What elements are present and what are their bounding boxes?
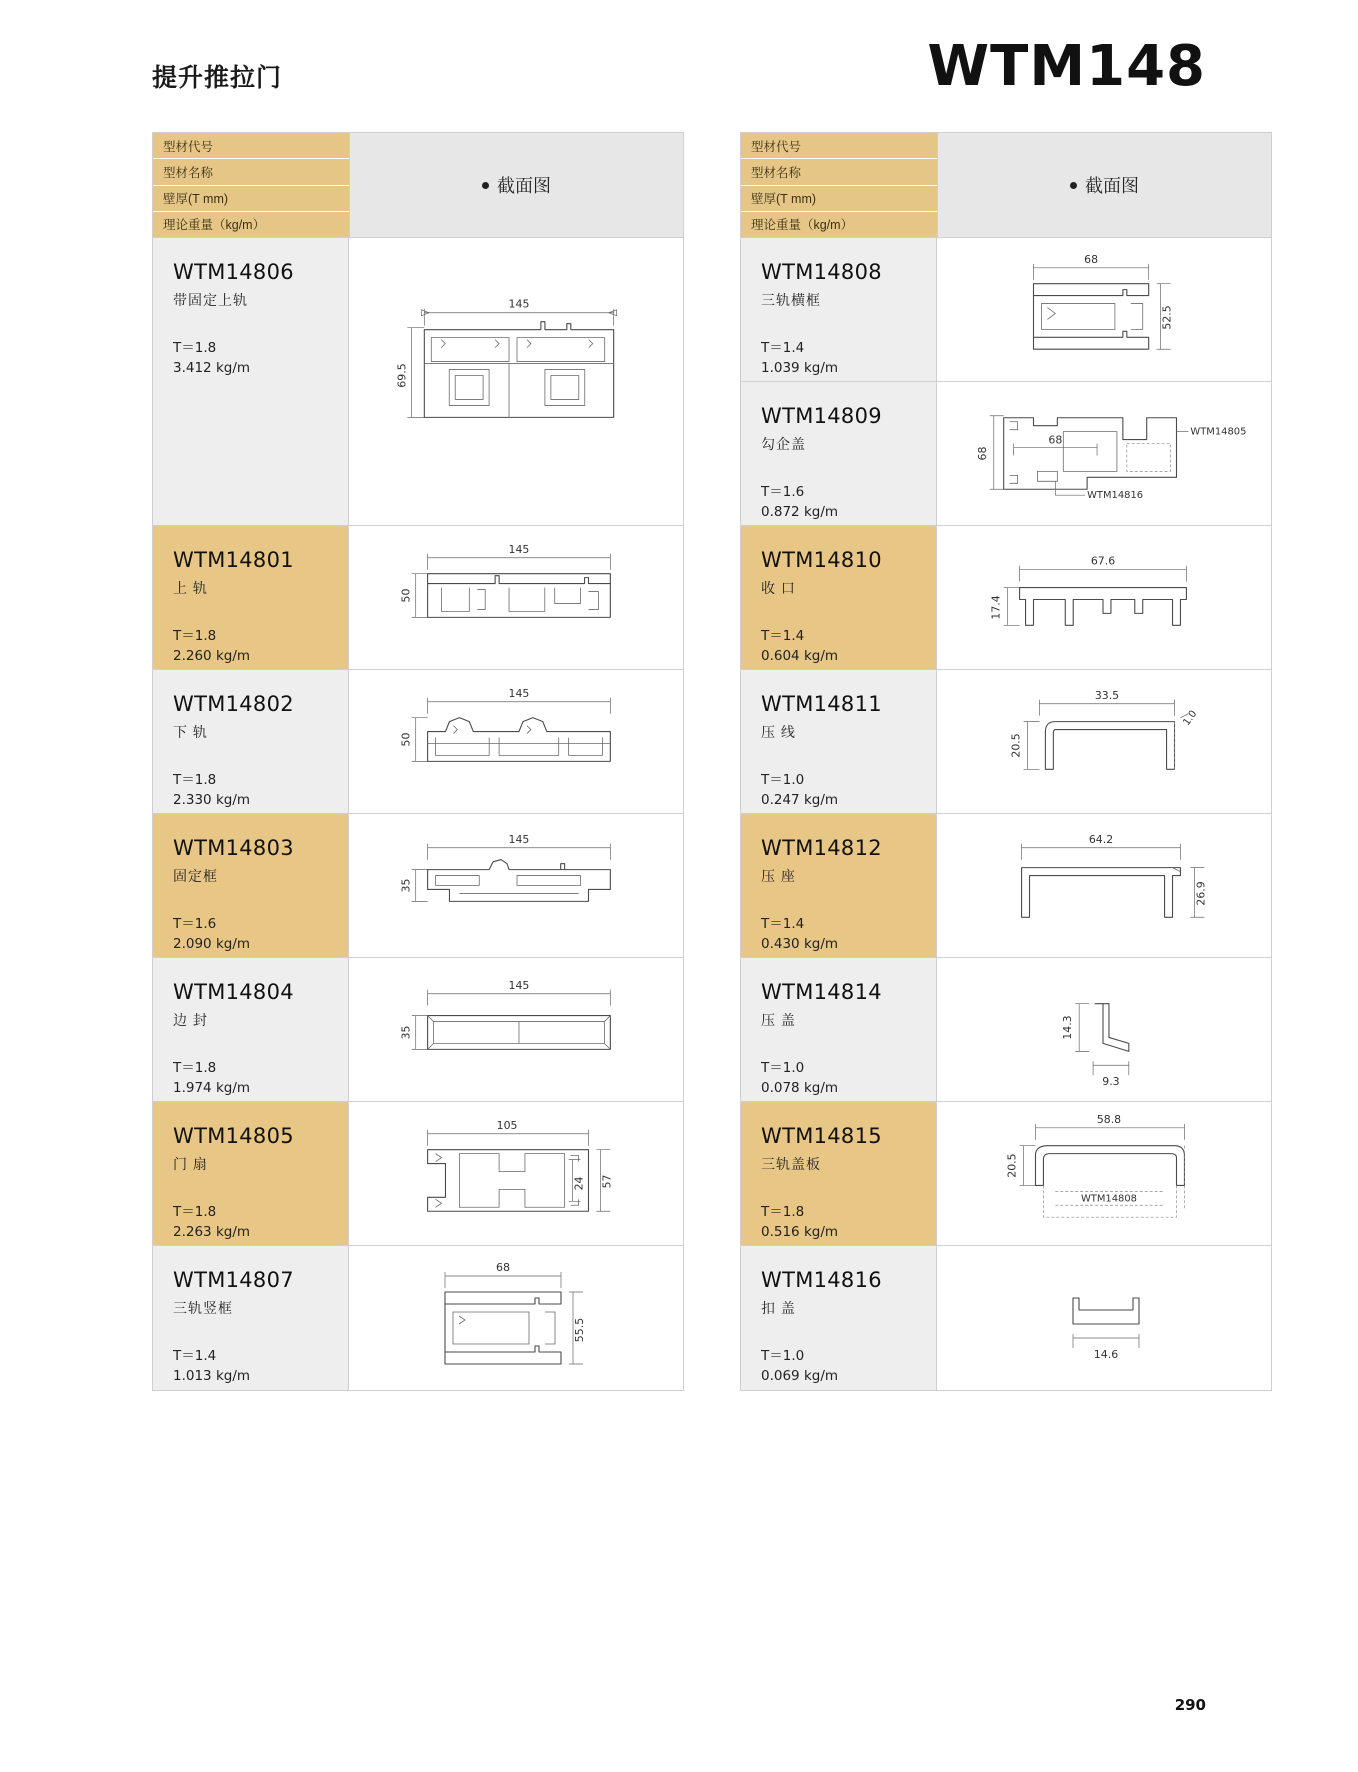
profile-figure xyxy=(349,958,683,1101)
profile-name: 三轨横框 xyxy=(761,292,821,309)
profile-thickness: T＝1.6 xyxy=(173,916,217,933)
right-column xyxy=(740,132,1272,1391)
dim-height: 35 xyxy=(399,1025,413,1040)
profile-thickness: T＝1.8 xyxy=(173,772,217,789)
profile-weight: 0.872 kg/m xyxy=(761,504,839,521)
table-row xyxy=(153,1246,683,1390)
profile-thickness: T＝1.0 xyxy=(761,1348,805,1365)
table-row xyxy=(153,814,683,958)
profile-thickness: T＝1.4 xyxy=(761,916,805,933)
legend-figure-label: 截面图 xyxy=(1085,176,1139,196)
profile-code: WTM14806 xyxy=(173,260,294,284)
dim-width: 14.6 xyxy=(1093,1348,1119,1361)
profile-name: 上 轨 xyxy=(173,580,208,597)
dim-height: 69.5 xyxy=(395,363,409,388)
legend-figure-label: 截面图 xyxy=(497,176,551,196)
page-number: 290 xyxy=(1174,1696,1206,1714)
dim-width: 145 xyxy=(508,297,530,311)
profile-weight: 0.247 kg/m xyxy=(761,792,839,809)
profile-name: 收 口 xyxy=(761,580,796,597)
table-row xyxy=(741,958,1271,1102)
right-profile-rows xyxy=(740,238,1272,1391)
profile-weight: 0.516 kg/m xyxy=(761,1224,839,1241)
profile-thickness: T＝1.8 xyxy=(173,1060,217,1077)
profile-code: WTM14816 xyxy=(761,1268,882,1292)
dim-width: 58.8 xyxy=(1096,1112,1122,1126)
profile-thickness: T＝1.8 xyxy=(761,1204,805,1221)
profile-name: 三轨竖框 xyxy=(173,1300,233,1317)
table-row xyxy=(741,382,1271,526)
ref-label-1: WTM14808 xyxy=(1080,1193,1137,1205)
legend-figure-header xyxy=(350,133,683,237)
profile-figure xyxy=(937,1246,1271,1390)
table-row xyxy=(741,814,1271,958)
table-row xyxy=(153,1102,683,1246)
profile-weight: 2.260 kg/m xyxy=(173,648,251,665)
profile-name: 压 线 xyxy=(761,724,796,741)
profile-figure xyxy=(349,670,683,813)
profile-weight: 1.974 kg/m xyxy=(173,1080,251,1097)
table-row xyxy=(741,670,1271,814)
profile-name: 压 盖 xyxy=(761,1012,796,1029)
profile-weight: 2.090 kg/m xyxy=(173,936,251,953)
legend-row-code: 型材代号 xyxy=(741,133,937,159)
profile-info xyxy=(741,526,937,669)
profile-code: WTM14803 xyxy=(173,836,294,860)
profile-figure xyxy=(937,670,1271,813)
profile-thickness: T＝1.4 xyxy=(173,1348,217,1365)
table-row xyxy=(741,526,1271,670)
profile-weight: 0.604 kg/m xyxy=(761,648,839,665)
profile-name: 下 轨 xyxy=(173,724,208,741)
left-profile-rows xyxy=(152,238,684,1391)
legend-labels xyxy=(153,133,350,237)
legend-row-name: 型材名称 xyxy=(741,159,937,185)
profile-code: WTM14804 xyxy=(173,980,294,1004)
dim-height: 20.5 xyxy=(1009,733,1023,758)
profile-thickness: T＝1.8 xyxy=(173,1204,217,1221)
dim-height: 55.5 xyxy=(573,1317,586,1343)
profile-weight: 2.263 kg/m xyxy=(173,1224,251,1241)
profile-weight: 0.430 kg/m xyxy=(761,936,839,953)
profile-name: 扣 盖 xyxy=(761,1300,796,1317)
dim-height: 35 xyxy=(399,878,413,893)
profile-info xyxy=(153,238,349,525)
dim-width: 67.6 xyxy=(1090,554,1116,568)
profile-name: 压 座 xyxy=(761,868,796,885)
profile-info xyxy=(741,1102,937,1245)
profile-info xyxy=(153,814,349,957)
table-row xyxy=(153,670,683,814)
profile-thickness: T＝1.8 xyxy=(173,628,217,645)
bullet-icon xyxy=(1070,182,1077,189)
profile-info xyxy=(741,238,937,381)
dim-width: 64.2 xyxy=(1088,832,1114,846)
dim-height: 52.5 xyxy=(1160,305,1174,330)
profile-info xyxy=(741,1246,937,1390)
profile-name: 门 扇 xyxy=(173,1156,208,1173)
profile-code: WTM14811 xyxy=(761,692,882,716)
profile-weight: 1.039 kg/m xyxy=(761,360,839,377)
profile-thickness: T＝1.8 xyxy=(173,340,217,357)
page-header xyxy=(152,34,1206,108)
ref-label-2: WTM14816 xyxy=(1087,490,1144,502)
profile-name: 边 封 xyxy=(173,1012,208,1029)
series-code: WTM148 xyxy=(927,34,1206,99)
table-row xyxy=(153,526,683,670)
bullet-icon xyxy=(482,182,489,189)
legend-figure-header xyxy=(938,133,1271,237)
profile-figure xyxy=(937,958,1271,1101)
profile-thickness: T＝1.4 xyxy=(761,340,805,357)
profile-name: 三轨盖板 xyxy=(761,1156,821,1173)
profile-code: WTM14815 xyxy=(761,1124,882,1148)
table-row xyxy=(153,958,683,1102)
profile-info xyxy=(153,670,349,813)
profile-name: 勾企盖 xyxy=(761,436,806,453)
dim-height: 50 xyxy=(399,588,413,603)
profile-code: WTM14807 xyxy=(173,1268,294,1292)
profile-figure xyxy=(937,1102,1271,1245)
profile-code: WTM14802 xyxy=(173,692,294,716)
profile-name: 带固定上轨 xyxy=(173,292,248,309)
dim-height: 20.5 xyxy=(1005,1153,1019,1178)
dim-height: 26.9 xyxy=(1194,881,1208,906)
profile-weight: 0.069 kg/m xyxy=(761,1368,839,1385)
dim-width: 9.3 xyxy=(1102,1075,1120,1089)
dim-width: 68 xyxy=(1084,252,1099,266)
profile-figure xyxy=(937,814,1271,957)
dim-height: 17.4 xyxy=(989,595,1003,620)
table-row xyxy=(741,1102,1271,1246)
profile-thickness: T＝1.6 xyxy=(761,484,805,501)
profile-info xyxy=(153,958,349,1101)
profile-figure xyxy=(349,238,683,525)
profile-info xyxy=(741,958,937,1101)
profile-figure xyxy=(349,1246,683,1390)
profile-code: WTM14801 xyxy=(173,548,294,572)
legend-row-code: 型材代号 xyxy=(153,133,349,159)
dim-width: 68 xyxy=(496,1261,510,1274)
legend-row-weight: 理论重量（kg/m） xyxy=(741,212,937,237)
profile-info xyxy=(153,526,349,669)
profile-weight: 0.078 kg/m xyxy=(761,1080,839,1097)
profile-info xyxy=(741,382,937,525)
profile-weight: 2.330 kg/m xyxy=(173,792,251,809)
dim-height: 14.3 xyxy=(1061,1015,1075,1040)
profile-figure xyxy=(937,382,1271,525)
profile-name: 固定框 xyxy=(173,868,218,885)
dim-inner: 24 xyxy=(572,1176,586,1191)
profile-figure xyxy=(937,526,1271,669)
ref-label-1: WTM14805 xyxy=(1190,426,1247,438)
profile-code: WTM14805 xyxy=(173,1124,294,1148)
legend-row-thickness: 壁厚(T mm) xyxy=(153,186,349,212)
profile-weight: 3.412 kg/m xyxy=(173,360,251,377)
legend-row-name: 型材名称 xyxy=(153,159,349,185)
dim-height: 68 xyxy=(975,446,989,461)
profile-info xyxy=(153,1246,349,1390)
profile-figure xyxy=(349,1102,683,1245)
dim-width: 145 xyxy=(508,542,530,556)
profile-info xyxy=(741,670,937,813)
profile-thickness: T＝1.4 xyxy=(761,628,805,645)
legend-right xyxy=(740,132,1272,238)
page-title: 提升推拉门 xyxy=(152,64,283,92)
profile-figure xyxy=(349,526,683,669)
dim-width: 68 xyxy=(1048,433,1063,447)
profile-code: WTM14812 xyxy=(761,836,882,860)
profile-info xyxy=(153,1102,349,1245)
profile-code: WTM14814 xyxy=(761,980,882,1004)
legend-row-thickness: 壁厚(T mm) xyxy=(741,186,937,212)
table-row xyxy=(741,238,1271,382)
legend-left xyxy=(152,132,684,238)
dim-height: 50 xyxy=(399,732,413,747)
legend-labels xyxy=(741,133,938,237)
profile-code: WTM14809 xyxy=(761,404,882,428)
table-row xyxy=(153,238,683,526)
dim-width: 145 xyxy=(508,832,530,846)
table-row xyxy=(741,1246,1271,1390)
profile-code: WTM14810 xyxy=(761,548,882,572)
dim-width: 105 xyxy=(496,1118,518,1132)
profile-thickness: T＝1.0 xyxy=(761,772,805,789)
profile-figure xyxy=(349,814,683,957)
profile-figure xyxy=(937,238,1271,381)
profile-thickness: T＝1.0 xyxy=(761,1060,805,1077)
dim-width: 145 xyxy=(508,686,530,700)
legend-row-weight: 理论重量（kg/m） xyxy=(153,212,349,237)
profile-info xyxy=(741,814,937,957)
profile-code: WTM14808 xyxy=(761,260,882,284)
dim-height: 57 xyxy=(600,1174,614,1189)
profile-weight: 1.013 kg/m xyxy=(173,1368,251,1385)
dim-width: 33.5 xyxy=(1094,688,1120,702)
dim-thickness: 1.0 xyxy=(1181,708,1200,728)
dim-width: 145 xyxy=(508,978,530,992)
left-column xyxy=(152,132,684,1391)
